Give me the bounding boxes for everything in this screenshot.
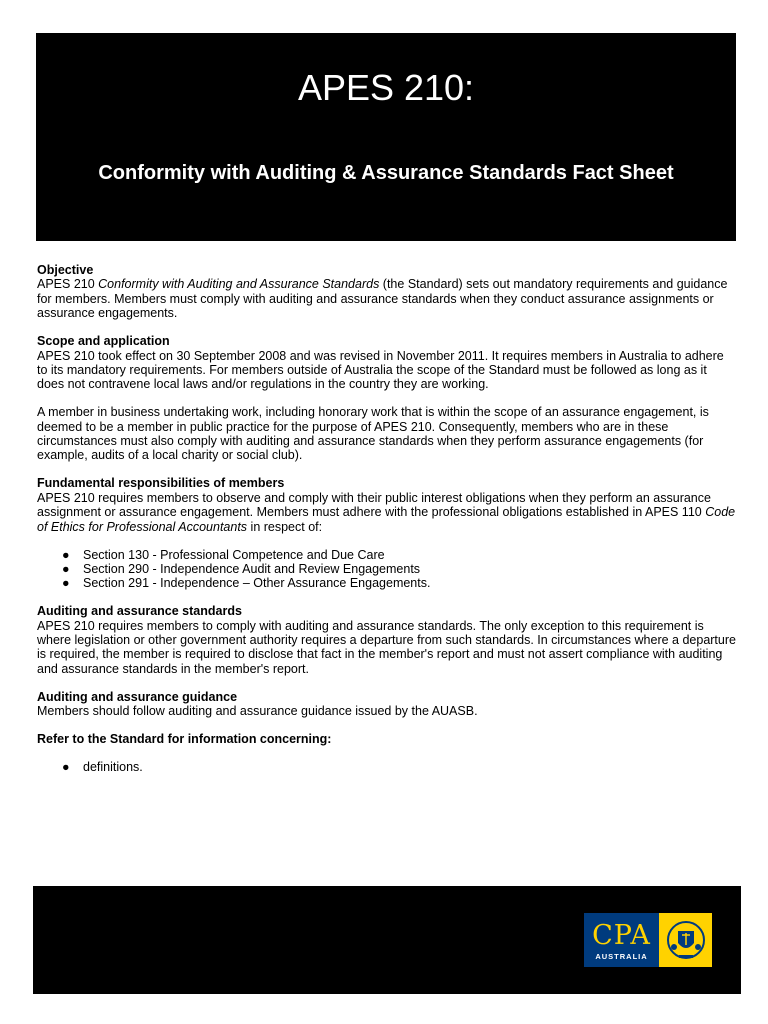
guidance-heading: Auditing and assurance guidance [37,689,238,704]
cpa-australia-logo [584,913,712,967]
fundamental-text-italic: Code of Ethics for Professional Accountants [37,505,736,534]
fundamental-text-post: in respect of: [247,519,323,534]
refer-heading: Refer to the Standard for information concerning: [37,732,332,747]
logo-subtext: AUSTRALIA [595,952,648,961]
list-item: ● Section 130 - Professional Competence and Due Care [62,547,385,562]
crest-icon [664,917,708,963]
scope-paragraph-2: A member in business undertaking work, including honorary work that is within the scope of an assurance engagement, is deemed to be a member in public practice for the purpose of APES 210. Consequently, members who are in these circumstances must also comply with auditing and assurance standards when they perform assurance engagements (for example, audits of a local charity or social club). [37,405,709,463]
bullet-icon: ● [62,759,70,774]
fundamental-text-pre: APES 210 requires members to observe and comply with their public interest obligations when they perform an assurance assignment or assurance engagement. Members must adhere with the professional obligations established in APES 110 [37,490,711,520]
bullet-icon: ● [62,576,70,591]
objective-text-post: (the Standard) sets out mandatory requirements and guidance for members. Members must comply with auditing and assurance standards when they conduct assurance assignments or assurance engagements. [37,277,728,321]
objective-heading: Objective [37,263,94,277]
objective-text-italic: Conformity with Auditing and Assurance Standards [98,277,380,292]
document-body [37,263,737,774]
scope-heading: Scope and application [37,334,170,349]
logo-wordmark [584,913,659,967]
list-item: ● Section 291 - Independence – Other Assurance Engagements. [62,576,431,591]
page-title: APES 210: [297,67,475,108]
fundamental-heading: Fundamental responsibilities of members [37,476,285,491]
refer-bullet-list [37,760,737,774]
objective-paragraph [37,277,737,320]
fundamental-paragraph [37,491,737,534]
guidance-paragraph: Members should follow auditing and assurance guidance issued by the AUASB. [37,704,478,719]
fundamental-bullet-list [37,548,737,591]
bullet-icon: ● [62,561,70,576]
header-banner [36,33,736,241]
scope-paragraph-1: APES 210 took effect on 30 September 2008 and was revised in November 2011. It requires members in Australia to adhere to its mandatory requirements. For members outside of Australia the scope of the Standard must be followed as long as it does not contravene local laws and/or regulations in the country they are working. [37,348,724,392]
logo-text: CPA [592,920,651,951]
bullet-icon: ● [62,547,70,562]
page-subtitle: Conformity with Auditing & Assurance Standards Fact Sheet [98,162,674,184]
footer-banner [33,886,741,994]
objective-text-pre: APES 210 [37,277,99,292]
standards-heading: Auditing and assurance standards [37,604,242,619]
list-item: ● definitions. [62,759,143,774]
list-item: ● Section 290 - Independence Audit and Review Engagements [62,561,421,576]
standards-paragraph: APES 210 requires members to comply with auditing and assurance standards. The only exception to this requirement is where legislation or other government authority requires a departure from such standards. In circumstances where a departure is required, the member is required to disclose that fact in the member's report and must not assert compliance with auditing and assurance standards in the member's report. [37,618,736,676]
